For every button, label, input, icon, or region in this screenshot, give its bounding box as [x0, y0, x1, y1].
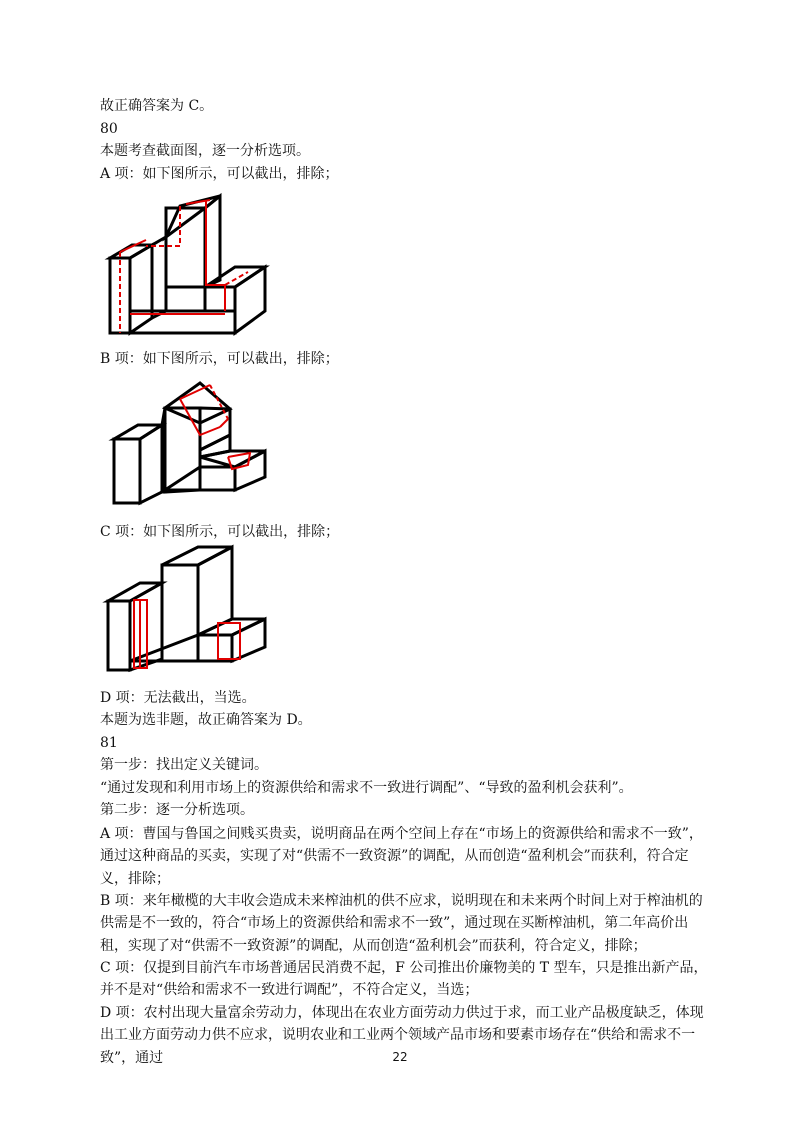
analysis-option-a: A 项：曹国与鲁国之间贱买贵卖，说明商品在两个空间上存在“市场上的资源供给和需求不一致”，通过这种商品的买卖，实现了对“供需不一致资源”的调配，从而创造“盈利机会”而获利，符合定义，排除； [100, 826, 703, 887]
definition-keywords-line: “通过发现和利用市场上的资源供给和需求不一致进行调配”、“导致的盈利机会获利”。 [100, 780, 633, 796]
option-a-line: A 项：如下图所示，可以截出，排除； [100, 166, 339, 182]
intro-line-80: 本题考查截面图，逐一分析选项。 [100, 143, 310, 159]
analysis-option-c: C 项：仅提到目前汽车市场普通居民消费不起，F 公司推出价廉物美的 T 型车，只是推出新产品，并不是对“供给和需求不一致进行调配”，不符合定义，当选； [100, 960, 708, 999]
answer-line-80: 本题为选非题，故正确答案为 D。 [100, 712, 312, 728]
figure-option-c [100, 543, 280, 673]
figure-option-a [100, 186, 280, 336]
figure-option-b [100, 375, 280, 510]
option-d-line: D 项：无法截出，当选。 [100, 690, 256, 706]
step-two-line: 第二步：逐一分析选项。 [100, 802, 254, 818]
option-b-line: B 项：如下图所示，可以截出，排除； [100, 351, 339, 367]
question-number-80: 80 [100, 121, 118, 137]
answer-line-79: 故正确答案为 C。 [100, 98, 214, 114]
analysis-option-b: B 项：来年橄榄的大丰收会造成未来榨油机的供不应求，说明现在和未来两个时间上对于榨油机的供需是不一致的，符合“市场上的资源供给和需求不一致”，通过现在买断榨油机，第二年高价出租，实现了对“供需不一致资源”的调配，从而创造“盈利机会”而获利，符合定义，排除； [100, 893, 703, 954]
page-number: 22 [392, 1050, 408, 1064]
step-one-line: 第一步：找出定义关键词。 [100, 757, 268, 773]
question-number-81: 81 [100, 735, 118, 751]
analysis-option-d: D 项：农村出现大量富余劳动力，体现出在农业方面劳动力供过于求，而工业产品极度缺乏，体现出工业方面劳动力供不应求，说明农业和工业两个领域产品市场和要素市场存在“供给和需求不一致”，通过 [100, 1005, 704, 1066]
option-c-line: C 项：如下图所示，可以截出，排除； [100, 524, 340, 540]
